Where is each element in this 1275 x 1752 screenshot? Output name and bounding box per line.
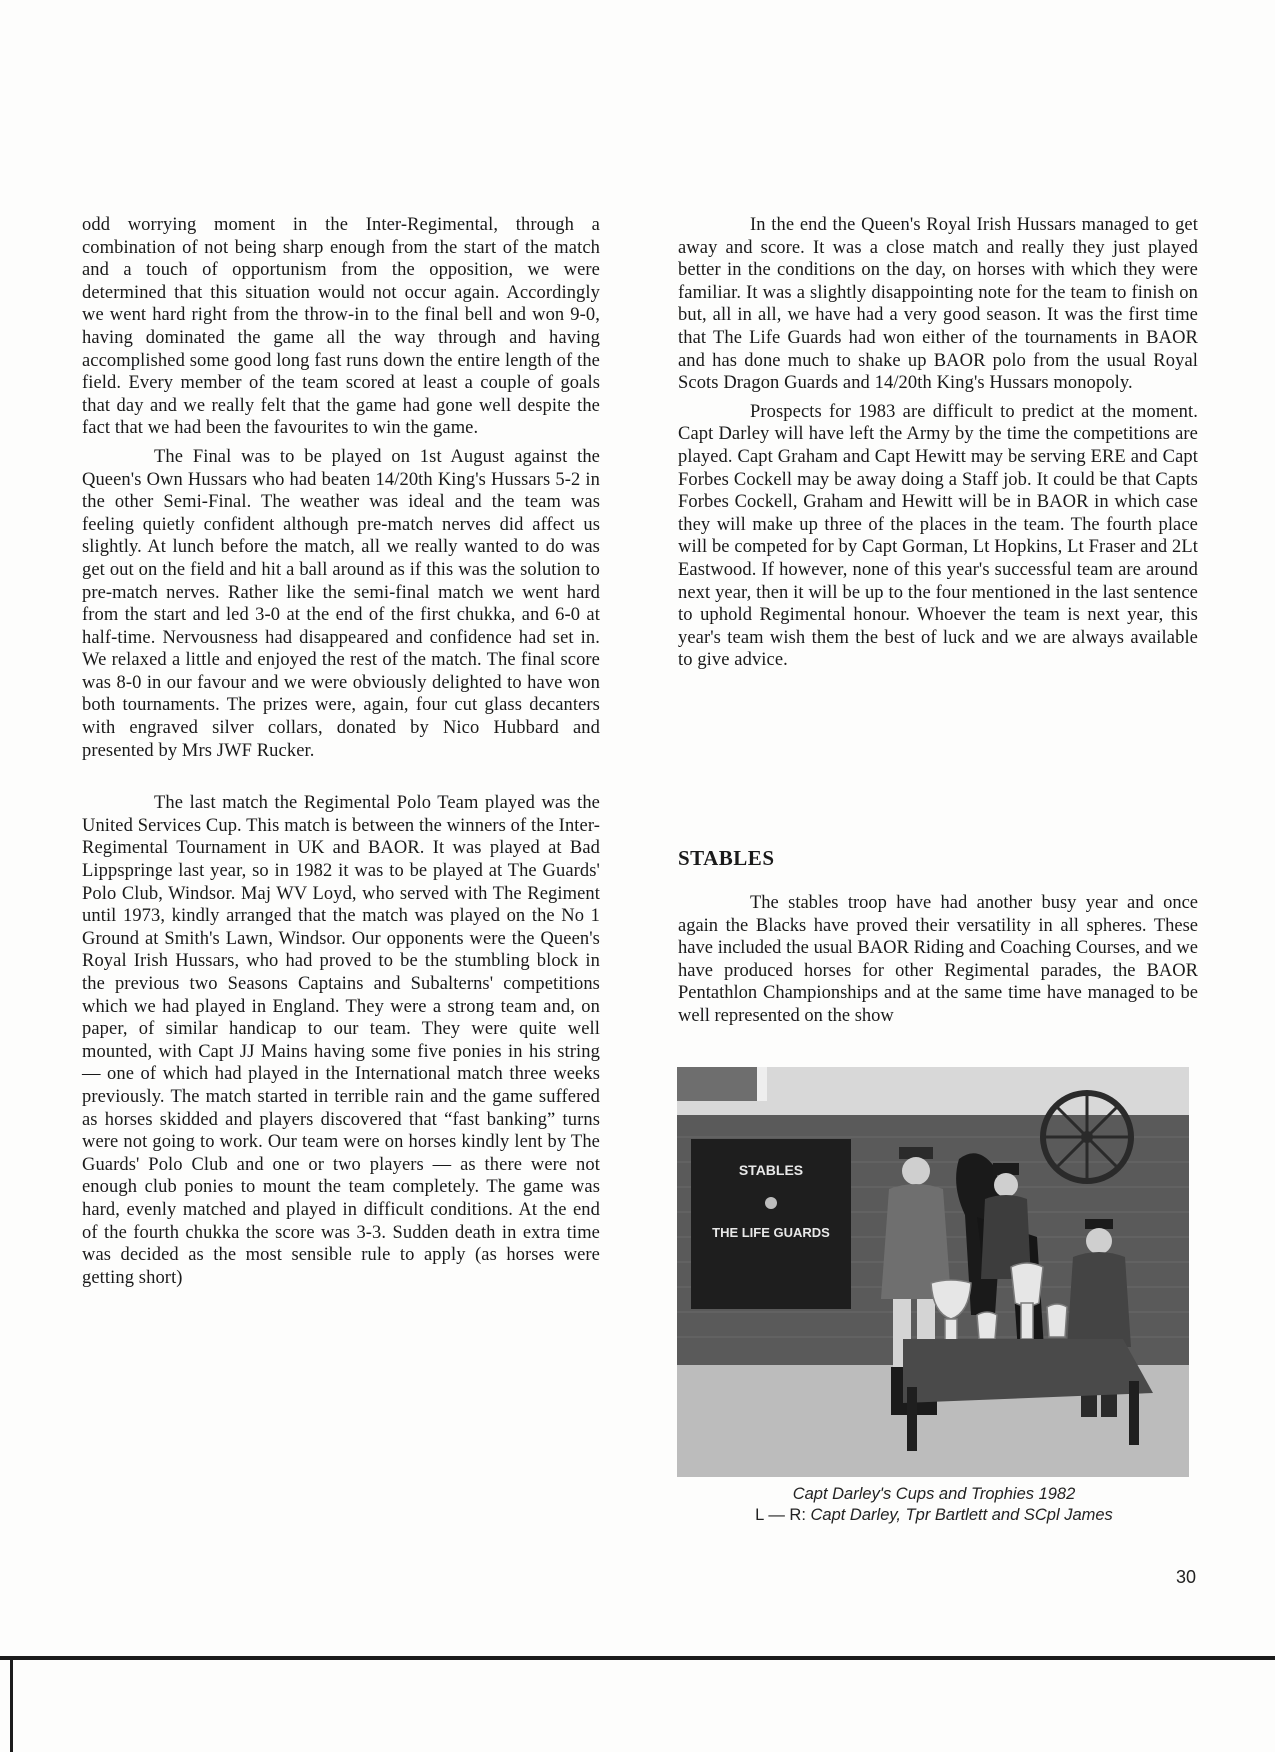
stables-paragraph: The stables troop have had another busy year and once again the Blacks have proved their versatility in all spheres. These have included the usual BAOR Riding and Coaching Courses, and we have produced horses for other Regimental parades, the BAOR Pentathlon Championships and at the same time have managed to be well represented on the show xyxy=(678,893,1198,1026)
stables-heading: STABLES xyxy=(678,846,775,870)
bottom-rule xyxy=(0,1656,1275,1660)
right-paragraph-2: Prospects for 1983 are difficult to predict at the moment. Capt Darley will have left the Army by the time the competitions are played. Capt Graham and Capt Hewitt may be serving ERE and Capt Forbes Cockell may be away doing a Staff job. It could be that Capts Forbes Cockell, Graham and Hewitt will be in BAOR in which case they will make up three of the places in the team. The fourth place will be competed for by Capt Gorman, Lt Hopkins, Lt Fraser and 2Lt Eastwood. If however, none of this year's successful team are around next year, then it will be up to the four mentioned in the last sentence to uphold Regimental honour. Whoever the team is next year, this year's team wish them the best of luck and we are always available to give advice. xyxy=(678,401,1198,671)
left-paragraph-1: odd worrying moment in the Inter-Regimental, through a combination of not being sharp enough from the start of the match and a touch of opportunism from the opposition, we were determined that this situation would not occur again. Accordingly we went hard right from the throw-in to the final bell and won 9-0, having dominated the game all the way through and having accomplished some good long fast runs down the entire length of the field. Every member of the team scored at least a couple of goals that day and we really felt that the game had gone well despite the fact that we had been the favourites to win the game. xyxy=(82,215,600,439)
caption-line-1: Capt Darley's Cups and Trophies 1982 xyxy=(792,1485,1076,1503)
sign-text-2: THE LIFE GUARDS xyxy=(712,1225,830,1240)
left-paragraph-2: The Final was to be played on 1st August against the Queen's Own Hussars who had beaten 14/20th King's Hussars 5-2 in the other Semi-Final. The weather was ideal and the team was feeling quietly confident although pre-match nerves did affect us slightly. At lunch before the match, all we really wanted to do was get out on the field and hit a ball around as if this was the solution to pre-match nerves. Rather like the semi-final match we went hard from the start and led 3-0 at the end of the first chukka, and 6-0 at half-time. Nervousness had disappeared and confidence had set in. We relaxed a little and enjoyed the rest of the match. The final score was 8-0 in our favour and we were obviously delighted to have won both tournaments. The prizes were, again, four cut glass decanters with engraved silver collars, donated by Nico Hubbard and presented by Mrs JWF Rucker. xyxy=(82,446,600,761)
left-edge-mark xyxy=(10,1660,13,1752)
stables-photo xyxy=(677,1067,1189,1477)
left-paragraph-3: The last match the Regimental Polo Team played was the United Services Cup. This match is between the winners of the Inter-Regimental Tournament in UK and BAOR. It was played at Bad Lippspringe last year, so in 1982 it was to be played at The Guards' Polo Club, Windsor. Maj WV Loyd, who served with The Regiment until 1973, kindly arranged that the match was played on the No 1 Ground at Smith's Lawn, Windsor. Our opponents were the Queen's Royal Irish Hussars, who had proved to be the stumbling block in the previous two Seasons Captains and Subalterns' competitions which we had played in England. They were a strong team and, on paper, of similar handicap to our team. They were quite well mounted, with Capt JJ Mains having some five ponies in his string — one of which had played in the International match three weeks previously. The match started in terrible rain and the game suffered as horses skidded and players discovered that “fast banking” turns were not going to work. Our team were on horses kindly lent by The Guards' Polo Club and one or two players — as there were not enough club ponies to mount the team completely. The game was hard, evenly matched and played in difficult conditions. At the end of the fourth chukka the score was 3-3. Sudden death in extra time was decided as the most sensible rule to apply (as horses were getting short) xyxy=(82,793,600,1288)
left-column xyxy=(82,214,600,1289)
right-column xyxy=(678,214,1198,672)
stables-section xyxy=(678,892,1198,1028)
caption-line-2 xyxy=(678,1505,1190,1526)
right-paragraph-1: In the end the Queen's Royal Irish Hussars managed to get away and score. It was a close match and really they just played better in the conditions on the day, on horses with which they were familiar. It was a slightly disappointing note for the team to finish on but, all in all, we have had a very good season. It was the first time that The Life Guards had won either of the tournaments in BAOR and has done much to shake up BAOR polo from the usual Royal Scots Dragon Guards and 14/20th King's Hussars monopoly. xyxy=(678,215,1198,394)
crest-icon xyxy=(765,1197,777,1209)
cart-wheel-icon xyxy=(1043,1093,1131,1181)
page-number: 30 xyxy=(1176,1567,1197,1587)
sign-text-1: STABLES xyxy=(738,1162,804,1178)
caption-prefix: L — R: xyxy=(755,1506,806,1524)
photo-caption xyxy=(678,1484,1190,1526)
photo-illustration xyxy=(677,1067,1189,1477)
caption-names: Capt Darley, Tpr Bartlett and SCpl James xyxy=(810,1506,1113,1524)
